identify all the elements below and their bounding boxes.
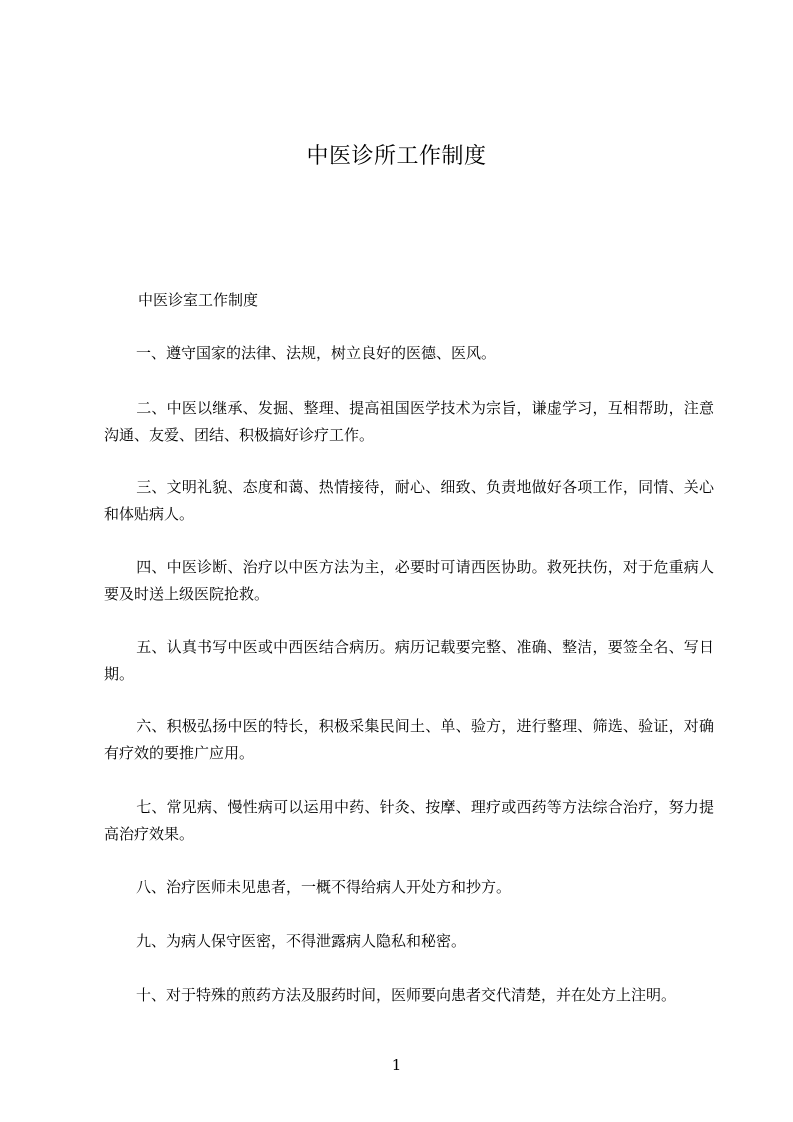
rule-item-5: 五、认真书写中医或中西医结合病历。病历记载要完整、准确、整洁，要签全名、写日期。 [104,638,714,683]
rule-item-4: 四、中医诊断、治疗以中医方法为主，必要时可请西医协助。救死扶伤，对于危重病人要及时送上级医院抢救。 [104,558,714,603]
document-title: 中医诊所工作制度 [306,144,487,169]
document-subtitle: 中医诊室工作制度 [138,291,259,309]
rule-item-1: 一、遵守国家的法律、法规，树立良好的医德、医风。 [136,344,497,362]
rule-item-8: 八、治疗医师未见患者，一概不得给病人开处方和抄方。 [136,878,512,896]
rule-item-9: 九、为病人保守医密，不得泄露病人隐私和秘密。 [136,932,467,950]
page-number: 1 [391,1056,402,1074]
rule-item-10: 十、对于特殊的煎药方法及服药时间，医师要向患者交代清楚，并在处方上注明。 [136,986,677,1004]
rule-item-2: 二、中医以继承、发掘、整理、提高祖国医学技术为宗旨，谦虚学习，互相帮助，注意沟通、友爱、团结、积极搞好诊疗工作。 [104,399,714,444]
rule-item-6: 六、积极弘扬中医的特长，积极采集民间土、单、验方，进行整理、筛选、验证，对确有疗效的要推广应用。 [104,717,714,762]
rule-item-7: 七、常见病、慢性病可以运用中药、针灸、按摩、理疗或西药等方法综合治疗，努力提高治疗效果。 [104,798,714,843]
rule-item-3: 三、文明礼貌、态度和蔼、热情接待，耐心、细致、负责地做好各项工作，同情、关心和体贴病人。 [104,478,714,523]
